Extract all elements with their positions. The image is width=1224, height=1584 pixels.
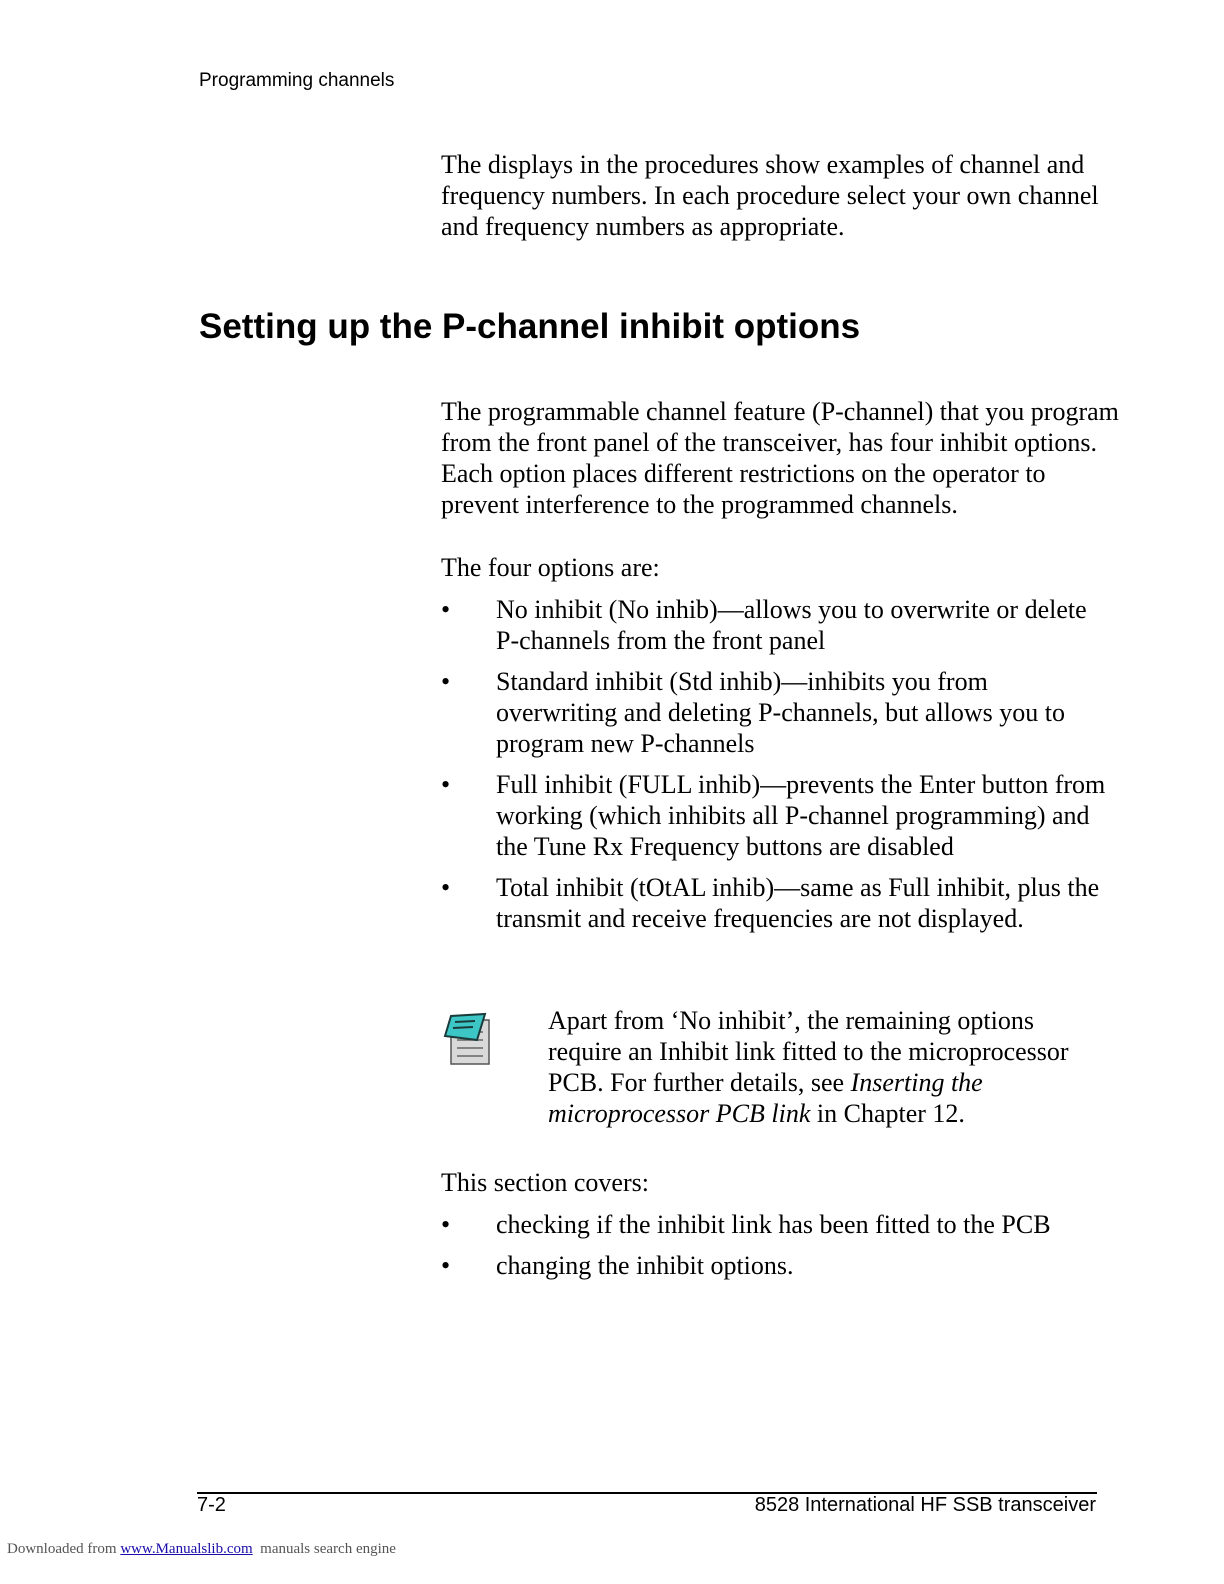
list-item-text: No inhibit (No inhib)—allows you to overwrite or delete P-channels from the front panel xyxy=(496,595,1087,655)
running-title: Programming channels xyxy=(199,70,395,91)
list-item-text: Total inhibit (tOtAL inhib)—same as Full inhibit, plus the transmit and receive frequencies are not displayed. xyxy=(496,873,1100,933)
intro-paragraph: The displays in the procedures show examples of channel and frequency numbers. In each procedure select your own channel and frequency numbers as appropriate. xyxy=(441,150,1099,241)
note-icon xyxy=(441,1010,495,1066)
covers-intro: This section covers: xyxy=(441,1168,649,1197)
section-heading: Setting up the P-channel inhibit options xyxy=(199,307,861,346)
list-item xyxy=(441,872,1111,934)
bullet: • xyxy=(441,667,451,696)
list-item xyxy=(441,594,1111,656)
product-name: 8528 International HF SSB transceiver xyxy=(754,1494,1096,1516)
list-item xyxy=(441,1250,1111,1281)
manualslib-link[interactable]: www.Manualslib.com xyxy=(120,1541,253,1557)
bullet: • xyxy=(441,1210,451,1239)
list-item-text: Full inhibit (FULL inhib)—prevents the Enter button from working (which inhibits all P-channel programming) and the Tune Rx Frequency buttons are disabled xyxy=(496,770,1106,861)
note-text: Apart from ‘No inhibit’, the remaining options require an Inhibit link fitted to the microprocessor PCB. For further details, see Inserting the microprocessor PCB link in Chapter 12. xyxy=(548,1006,1069,1128)
covers-list xyxy=(441,1209,1111,1291)
list-item-text: changing the inhibit options. xyxy=(496,1251,794,1280)
list-item-text: checking if the inhibit link has been fitted to the PCB xyxy=(496,1210,1051,1239)
note-reference: Inserting the microprocessor PCB link xyxy=(548,1068,983,1128)
options-intro: The four options are: xyxy=(441,553,660,582)
bullet: • xyxy=(441,1251,451,1280)
bullet: • xyxy=(441,770,451,799)
download-notice: Downloaded from www.Manualslib.com manuals search engine xyxy=(7,1541,396,1557)
bullet: • xyxy=(441,873,451,902)
list-item xyxy=(441,666,1111,759)
list-item xyxy=(441,1209,1111,1240)
section-description: The programmable channel feature (P-channel) that you program from the front panel of the transceiver, has four inhibit options. Each option places different restrictions on the operator to prevent interference to the programmed channels. xyxy=(441,397,1119,519)
options-list xyxy=(441,594,1111,944)
bullet: • xyxy=(441,595,451,624)
list-item xyxy=(441,769,1111,862)
list-item-text: Standard inhibit (Std inhib)—inhibits you from overwriting and deleting P-channels, but allows you to program new P-channels xyxy=(496,667,1066,758)
page-number: 7-2 xyxy=(197,1494,226,1516)
